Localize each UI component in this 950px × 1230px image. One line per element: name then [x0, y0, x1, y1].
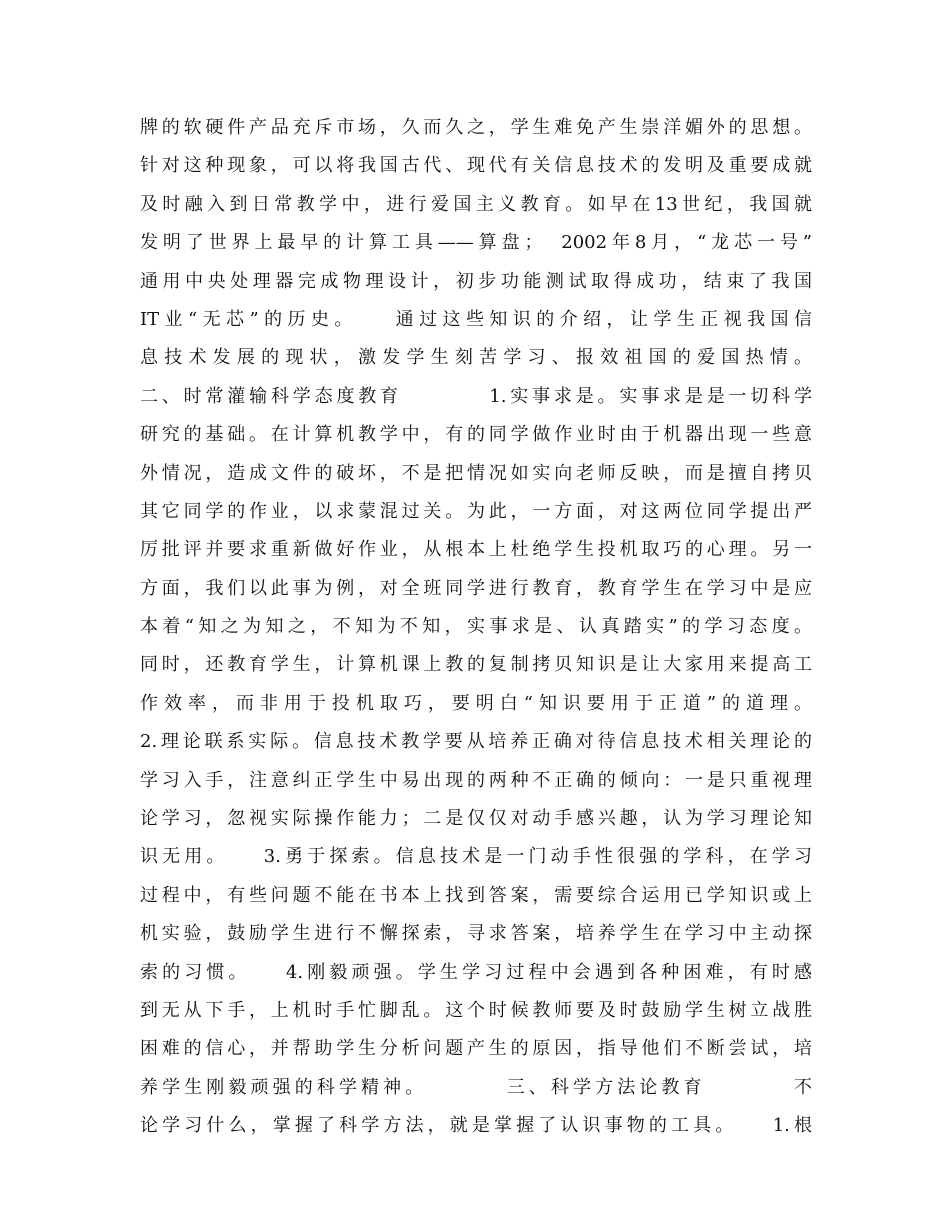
text-line: 同时，还教育学生，计算机课上教的复制拷贝知识是让大家用来提高工 [140, 654, 812, 676]
text-line: 养学生刚毅顽强的科学精神。 三、科学方法论教育 不 [140, 1076, 812, 1098]
text-line: 到无从下手，上机时手忙脚乱。这个时候教师要及时鼓励学生树立战胜 [140, 999, 812, 1021]
text-line: 作效率，而非用于投机取巧，要明白“知识要用于正道”的道理。 [140, 692, 812, 714]
text-line: 学习入手，注意纠正学生中易出现的两种不正确的倾向：一是只重视理 [140, 769, 812, 791]
text-line: 厉批评并要求重新做好作业，从根本上杜绝学生投机取巧的心理。另一 [140, 539, 812, 561]
text-line: 论学习，忽视实际操作能力；二是仅仅对动手感兴趣，认为学习理论知 [140, 808, 812, 830]
text-line: 2.理论联系实际。信息技术教学要从培养正确对待信息技术相关理论的 [140, 731, 812, 753]
text-line: 研究的基础。在计算机教学中，有的同学做作业时由于机器出现一些意 [140, 424, 812, 446]
text-line: 论学习什么，掌握了科学方法，就是掌握了认识事物的工具。 1.根 [140, 1115, 812, 1137]
text-line: 二、时常灌输科学态度教育 1.实事求是。实事求是是一切科学 [140, 385, 812, 407]
text-line: 通用中央处理器完成物理设计，初步功能测试取得成功，结束了我国 [140, 270, 812, 292]
text-line: 及时融入到日常教学中，进行爱国主义教育。如早在13世纪，我国就 [140, 193, 812, 215]
text-line: 机实验，鼓励学生进行不懈探索，寻求答案，培养学生在学习中主动探 [140, 923, 812, 945]
text-line: 识无用。 3.勇于探索。信息技术是一门动手性很强的学科，在学习 [140, 846, 812, 868]
text-line: 本着“知之为知之，不知为不知，实事求是、认真踏实”的学习态度。 [140, 616, 812, 638]
text-line: 困难的信心，并帮助学生分析问题产生的原因，指导他们不断尝试，培 [140, 1038, 812, 1060]
text-line: IT业“无芯”的历史。 通过这些知识的介绍，让学生正视我国信 [140, 308, 812, 330]
text-line: 息技术发展的现状，激发学生刻苦学习、报效祖国的爱国热情。 [140, 347, 812, 369]
text-line: 过程中，有些问题不能在书本上找到答案，需要综合运用已学知识或上 [140, 884, 812, 906]
text-line: 其它同学的作业，以求蒙混过关。为此，一方面，对这两位同学提出严 [140, 500, 812, 522]
text-line: 发明了世界上最早的计算工具——算盘； 2002年8月，“龙芯一号” [140, 232, 812, 254]
text-line: 外情况，造成文件的破坏，不是把情况如实向老师反映，而是擅自拷贝 [140, 462, 812, 484]
text-line: 方面，我们以此事为例，对全班同学进行教育，教育学生在学习中是应 [140, 577, 812, 599]
body-text [140, 109, 812, 1146]
text-line: 针对这种现象，可以将我国古代、现代有关信息技术的发明及重要成就 [140, 155, 812, 177]
text-line: 索的习惯。 4.刚毅顽强。学生学习过程中会遇到各种困难，有时感 [140, 961, 812, 983]
text-line: 牌的软硬件产品充斥市场，久而久之，学生难免产生崇洋媚外的思想。 [140, 117, 812, 138]
